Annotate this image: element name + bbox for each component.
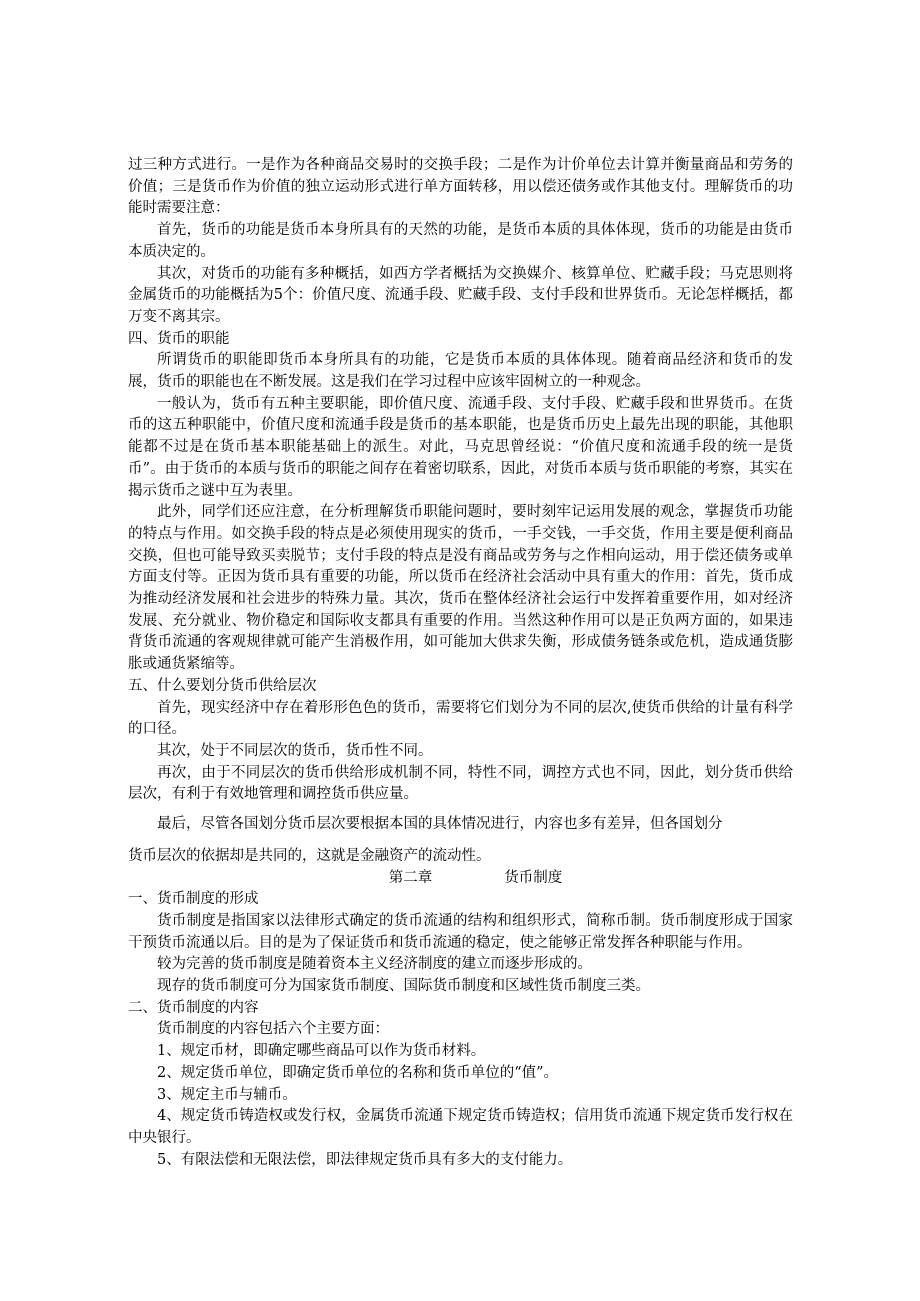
document-page (128, 155, 793, 1171)
paragraph: 最后，尽管各国划分货币层次要根据本国的具体情况进行，内容也多有差异，但各国划分 (157, 816, 723, 833)
paragraph: 5、有限法偿和无限法偿，即法律规定货币具有多大的支付能力。 (157, 1151, 573, 1168)
paragraph: 较为完善的货币制度是随着资本主义经济制度的建立而逐步形成的。 (157, 956, 592, 973)
paragraph: 过三种方式进行。一是作为各种商品交易时的交换手段；二是作为计价单位去计算并衡量商品和劳务的价值；三是货币作为价值的独立运动形式进行单方面转移，用以偿还债务或作其他支付。理解货币的功能时需要注意： (128, 157, 793, 217)
section-heading: 一、货币制度的形成 (128, 891, 259, 908)
paragraph: 货币层次的依据却是共同的，这就是金融资产的流动性。 (128, 847, 491, 864)
paragraph: 2、规定货币单位，即确定货币单位的名称和货币单位的“值”。 (157, 1064, 559, 1081)
paragraph: 再次，由于不同层次的货币供给形成机制不同，特性不同，调控方式也不同，因此，划分货币供给层次，有利于有效地管理和调控货币供应量。 (128, 764, 793, 803)
chapter-heading (128, 868, 793, 890)
paragraph: 现存的货币制度可分为国家货币制度、国际货币制度和区域性货币制度三类。 (157, 978, 650, 995)
paragraph: 一般认为，货币有五种主要职能，即价值尺度、流通手段、支付手段、贮藏手段和世界货币。在货币的这五种职能中，价值尺度和流通手段是货币的基本职能，也是货币历史上最先出现的职能，其他职能都不过是在货币基本职能基础上的派生。对此，马克思曾经说：“价值尺度和流通手段的统一是货币”。由于货币的本质与货币的职能之间存在着密切联系，因此，对货币本质与货币职能的考察，其实在揭示货币之谜中互为表里。 (128, 395, 793, 499)
chapter-title: 货币制度 (504, 869, 563, 886)
paragraph: 所谓货币的职能即货币本身所具有的功能，它是货币本质的具体体现。随着商品经济和货币的发展，货币的职能也在不断发展。这是我们在学习过程中应该牢固树立的一种观念。 (128, 352, 793, 391)
paragraph: 首先，货币的功能是货币本身所具有的天然的功能，是货币本质的具体体现，货币的功能是由货币本质决定的。 (128, 222, 793, 260)
paragraph: 货币制度的内容包括六个主要方面： (157, 1021, 389, 1038)
section-heading: 二、货币制度的内容 (128, 999, 259, 1016)
paragraph: 其次，处于不同层次的货币，货币性不同。 (157, 742, 433, 759)
paragraph: 3、规定主币与辅币。 (157, 1086, 297, 1103)
paragraph: 其次，对货币的功能有多种概括，如西方学者概括为交换媒介、核算单位、贮藏手段；马克思则将金属货币的功能概括为5个：价值尺度、流通手段、贮藏手段、支付手段和世界货币。无论怎样概括，都万变不离其宗。 (128, 265, 793, 325)
paragraph: 1、规定币材，即确定哪些商品可以作为货币材料。 (157, 1043, 486, 1060)
paragraph: 此外，同学们还应注意，在分析理解货币职能问题时，要时刻牢记运用发展的观念，掌握货币功能的特点与作用。如交换手段的特点是必须使用现实的货币，一手交钱，一手交货，作用主要是便利商品交换，但也可能导致买卖脱节；支付手段的特点是没有商品或劳务与之作相向运动，用于偿还债务或单方面支付等。正因为货币具有重要的功能，所以货币在经济社会活动中具有重大的作用：首先，货币成为推动经济发展和社会进步的特殊力量。其次，货币在整体经济社会运行中发挥着重要作用，如对经济发展、充分就业、物价稳定和国际收支都具有重要的作用。当然这种作用可以是正负两方面的，如果违背货币流通的客观规律就可能产生消极作用，如可能加大供求失衡，形成债务链条或危机，造成通货膨胀或通货紧缩等。 (128, 504, 793, 673)
section-heading: 五、什么要划分货币供给层次 (128, 677, 317, 694)
paragraph: 货币制度是指国家以法律形式确定的货币流通的结构和组织形式，简称币制。货币制度形成于国家干预货币流通以后。目的是为了保证货币和货币流通的稳定，使之能够正常发挥各种职能与作用。 (128, 912, 793, 951)
chapter-number: 第二章 (388, 869, 433, 886)
paragraph: 首先，现实经济中存在着形形色色的货币，需要将它们划分为不同的层次,使货币供给的计量有科学的口径。 (128, 699, 793, 738)
paragraph: 4、规定货币铸造权或发行权，金属货币流通下规定货币铸造权；信用货币流通下规定货币发行权在中央银行。 (128, 1108, 793, 1146)
section-heading: 四、货币的职能 (128, 330, 230, 347)
